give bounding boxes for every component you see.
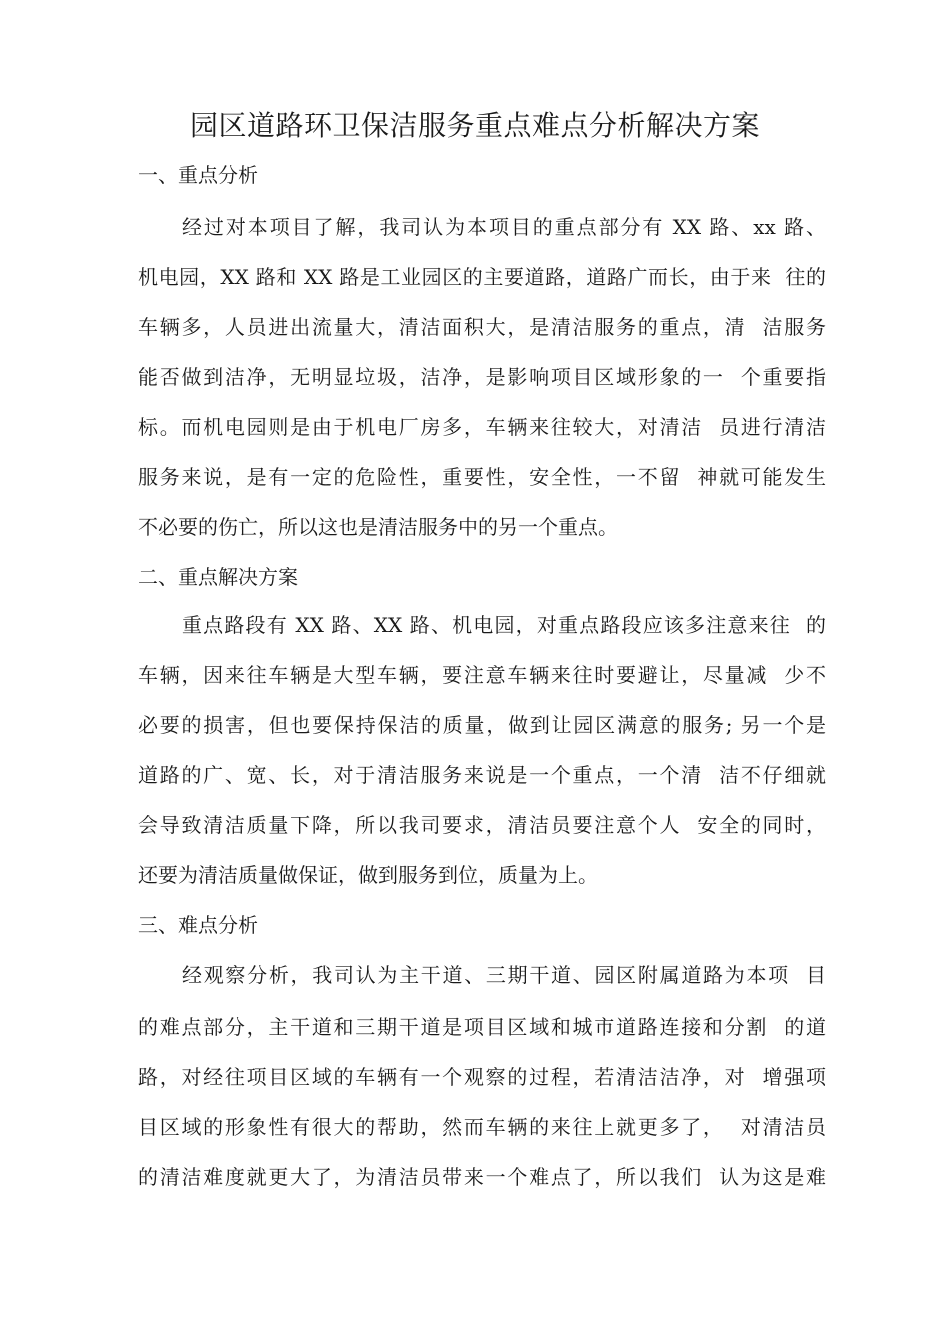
paragraph-line: 必要的损害，但也要保持保洁的质量，做到让园区满意的服务; 另一个是 — [138, 713, 826, 737]
paragraph-line: 标。而机电园则是由于机电厂房多，车辆来往较大，对清洁 员进行清洁 — [138, 415, 826, 439]
paragraph-line: 经观察分析，我司认为主干道、三期干道、园区附属道路为本项 目 — [182, 963, 826, 987]
paragraph-line: 还要为清洁质量做保证，做到服务到位，质量为上。 — [138, 863, 598, 887]
paragraph-line: 道路的广、宽、长，对于清洁服务来说是一个重点，一个清 洁不仔细就 — [138, 763, 826, 787]
paragraph-line: 会导致清洁质量下降，所以我司要求，清洁员要注意个人 安全的同时， — [138, 813, 826, 837]
paragraph-line: 经过对本项目了解，我司认为本项目的重点部分有 XX 路、xx 路、 — [182, 215, 826, 239]
paragraph-line: 车辆多，人员进出流量大，清洁面积大，是清洁服务的重点，清 洁服务 — [138, 315, 826, 339]
document-title: 园区道路环卫保洁服务重点难点分析解决方案 — [189, 109, 760, 142]
section-heading-2: 二、重点解决方案 — [138, 565, 298, 589]
paragraph-line: 的难点部分，主干道和三期干道是项目区域和城市道路连接和分割 的道 — [138, 1015, 826, 1039]
paragraph-line: 机电园，XX 路和 XX 路是工业园区的主要道路，道路广而长，由于来 往的 — [138, 265, 826, 289]
section-heading-3: 三、难点分析 — [138, 913, 258, 937]
paragraph-line: 路，对经往项目区域的车辆有一个观察的过程，若清洁洁净，对 增强项 — [138, 1065, 826, 1089]
paragraph-line: 服务来说，是有一定的危险性，重要性，安全性，一不留 神就可能发生 — [138, 465, 826, 489]
paragraph-line: 车辆，因来往车辆是大型车辆，要注意车辆来往时要避让，尽量减 少不 — [138, 663, 826, 687]
section-heading-1: 一、重点分析 — [138, 163, 258, 187]
paragraph-line: 不必要的伤亡，所以这也是清洁服务中的另一个重点。 — [138, 515, 618, 539]
paragraph-line: 重点路段有 XX 路、XX 路、机电园，对重点路段应该多注意来往 的 — [182, 613, 826, 637]
paragraph-line: 的清洁难度就更大了，为清洁员带来一个难点了，所以我们 认为这是难 — [138, 1165, 826, 1189]
paragraph-line: 目区域的形象性有很大的帮助，然而车辆的来往上就更多了， 对清洁员 — [138, 1115, 826, 1139]
paragraph-line: 能否做到洁净，无明显垃圾，洁净，是影响项目区域形象的一 个重要指 — [138, 365, 826, 389]
